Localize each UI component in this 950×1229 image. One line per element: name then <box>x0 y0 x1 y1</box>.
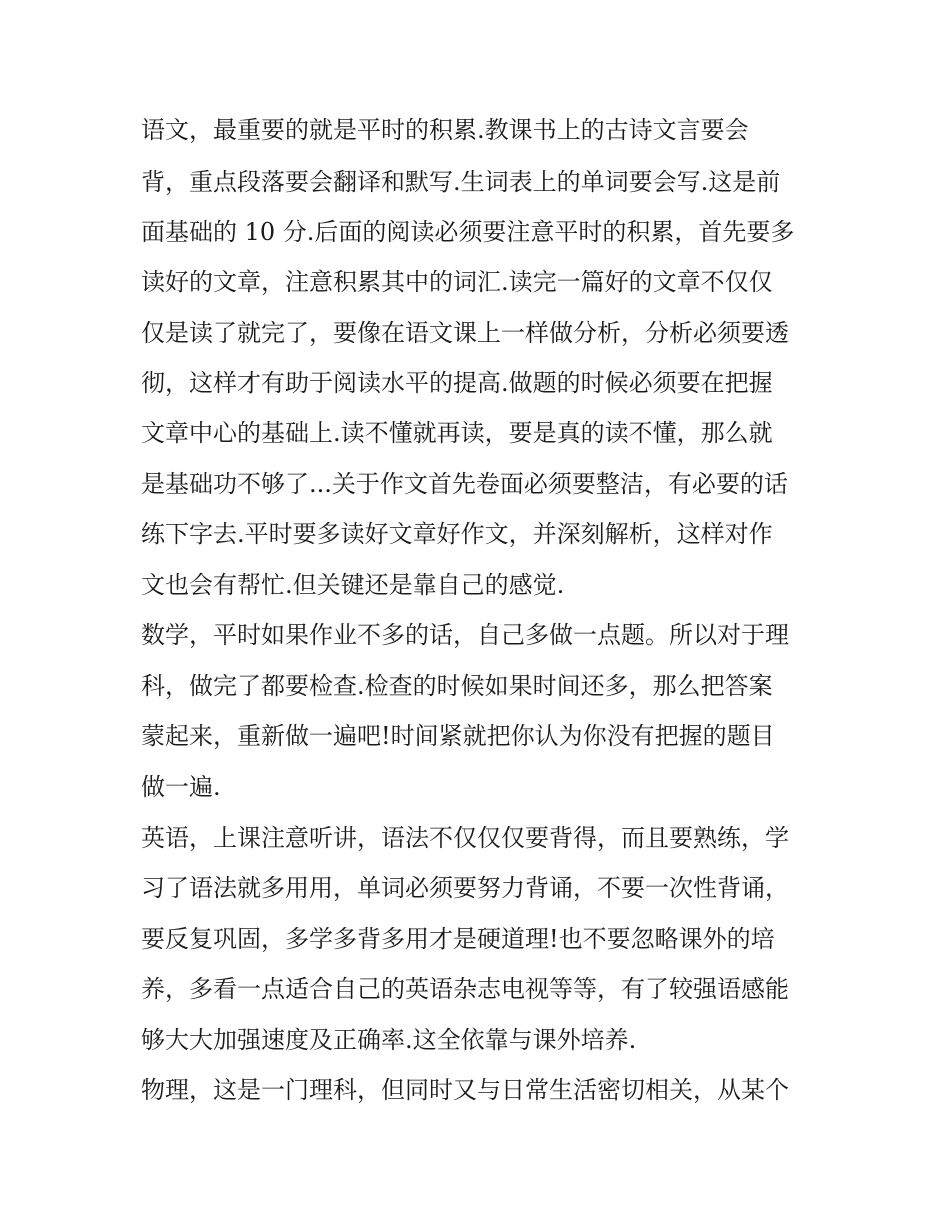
text-line-7: 文章中心的基础上.读不懂就再读，要是真的读不懂，那么就 <box>141 419 773 447</box>
text-line-9: 练下字去.平时要多读好文章好作文，并深刻解析，这样对作 <box>141 520 773 548</box>
text-line-6: 彻，这样才有助于阅读水平的提高.做题的时候必须要在把握 <box>141 369 773 397</box>
text-line-4: 读好的文章，注意积累其中的词汇.读完一篇好的文章不仅仅 <box>141 268 773 296</box>
text-line-8: 是基础功不够了...关于作文首先卷面必须要整洁，有必要的话 <box>141 470 788 498</box>
text-line-20: 物理，这是一门理科，但同时又与日常生活密切相关，从某个 <box>141 1076 789 1104</box>
text-line-3: 面基础的 10 分.后面的阅读必须要注意平时的积累，首先要多 <box>141 218 795 246</box>
text-line-16: 习了语法就多用用，单词必须要努力背诵，不要一次性背诵， <box>141 874 789 902</box>
text-line-12: 科，做完了都要检查.检查的时候如果时间还多，那么把答案 <box>141 672 773 700</box>
text-line-1: 语文，最重要的就是平时的积累.教课书上的古诗文言要会 <box>141 116 749 144</box>
text-line-17: 要反复巩固，多学多背多用才是硬道理!也不要忽略课外的培 <box>141 925 775 953</box>
text-line-15: 英语，上课注意听讲，语法不仅仅仅要背得，而且要熟练，学 <box>141 824 789 852</box>
text-line-10: 文也会有帮忙.但关键还是靠自己的感觉. <box>141 571 565 599</box>
text-line-5: 仅是读了就完了，要像在语文课上一样做分析，分析必须要透 <box>141 319 789 347</box>
text-line-14: 做一遍. <box>141 773 221 801</box>
text-line-11: 数学，平时如果作业不多的话，自己多做一点题。所以对于理 <box>141 621 789 649</box>
text-line-13: 蒙起来，重新做一遍吧!时间紧就把你认为你没有把握的题目 <box>141 722 775 750</box>
text-line-18: 养，多看一点适合自己的英语杂志电视等等，有了较强语感能 <box>141 975 789 1003</box>
text-line-19: 够大大加强速度及正确率.这全依靠与课外培养. <box>141 1026 637 1054</box>
text-line-2: 背，重点段落要会翻译和默写.生词表上的单词要会写.这是前 <box>141 168 781 196</box>
